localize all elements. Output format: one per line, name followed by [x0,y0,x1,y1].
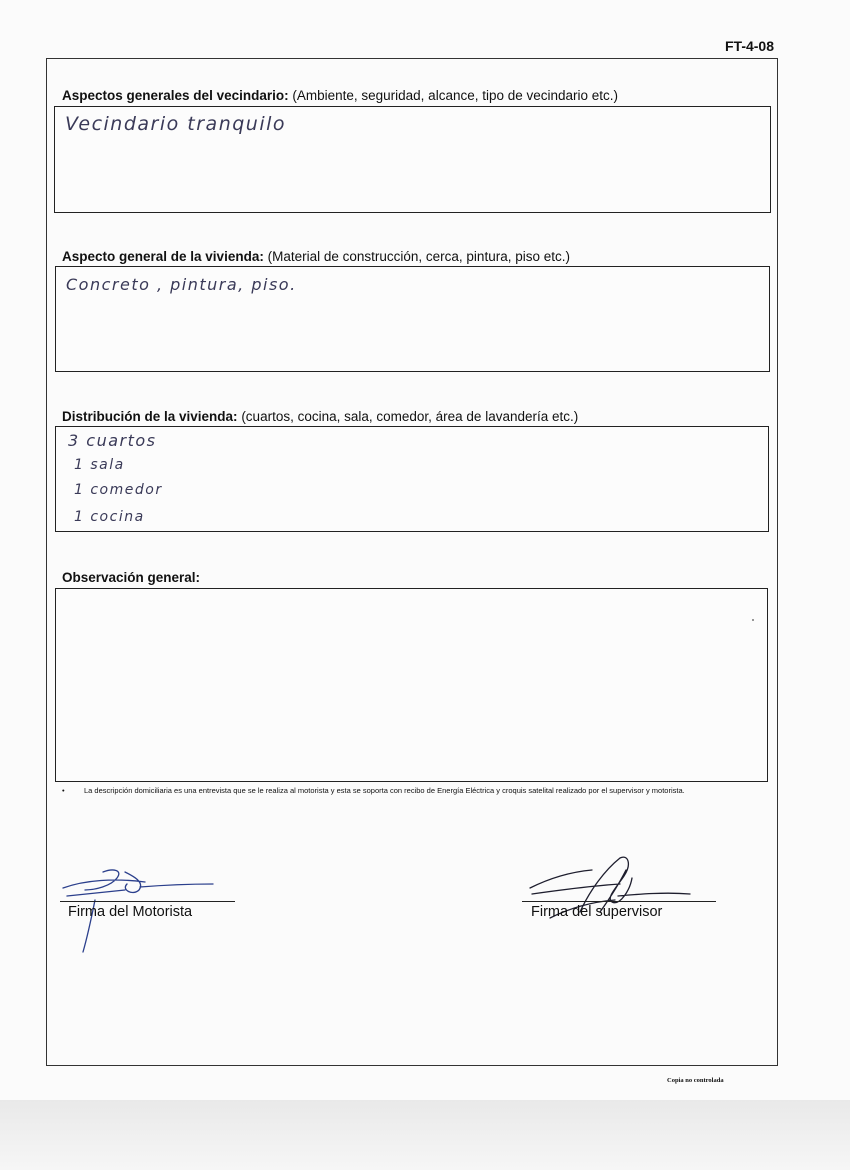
handwritten-answer: Vecindario tranquilo [65,113,287,135]
section-title: Distribución de la vivienda: [62,409,238,424]
handwritten-answer-line: 1 comedor [74,482,163,498]
scan-margin [0,1100,850,1170]
answer-box-layout [55,426,769,532]
answer-box-observation [55,588,768,782]
handwritten-answer: Concreto , pintura, piso. [66,275,297,294]
signature-label-supervisor: Firma del supervisor [531,904,663,920]
signature-line-motorista [60,901,235,902]
section-title: Aspectos generales del vecindario: [62,88,289,103]
scan-speck [752,619,754,621]
answer-box-house [55,266,770,372]
footnote-bullet: • [62,786,65,795]
document-code: FT-4-08 [724,38,774,54]
section-subtitle: (Ambiente, seguridad, alcance, tipo de vecindario etc.) [292,88,619,103]
handwritten-answer-line: 1 cocina [74,509,145,525]
handwritten-answer-line: 3 cuartos [68,431,157,450]
copy-note: Copia no controlada [667,1077,724,1084]
signature-line-supervisor [522,901,716,902]
section-heading-neighborhood [62,88,618,103]
answer-box-neighborhood [54,106,771,213]
section-heading-layout [62,409,578,424]
section-heading-house [62,249,570,264]
section-subtitle: (Material de construcción, cerca, pintura, piso etc.) [267,249,570,264]
signature-label-motorista: Firma del Motorista [68,904,193,920]
section-title: Observación general: [62,570,201,585]
section-heading-observation [62,570,200,585]
footnote-text: La descripción domiciliaria es una entrevista que se le realiza al motorista y esta se soporta con recibo de Energía Eléctrica y croquis satelital realizado por el supervisor y motorista. [84,786,685,795]
section-title: Aspecto general de la vivienda: [62,249,264,264]
section-subtitle: (cuartos, cocina, sala, comedor, área de lavandería etc.) [241,409,579,424]
handwritten-answer-line: 1 sala [74,457,125,473]
